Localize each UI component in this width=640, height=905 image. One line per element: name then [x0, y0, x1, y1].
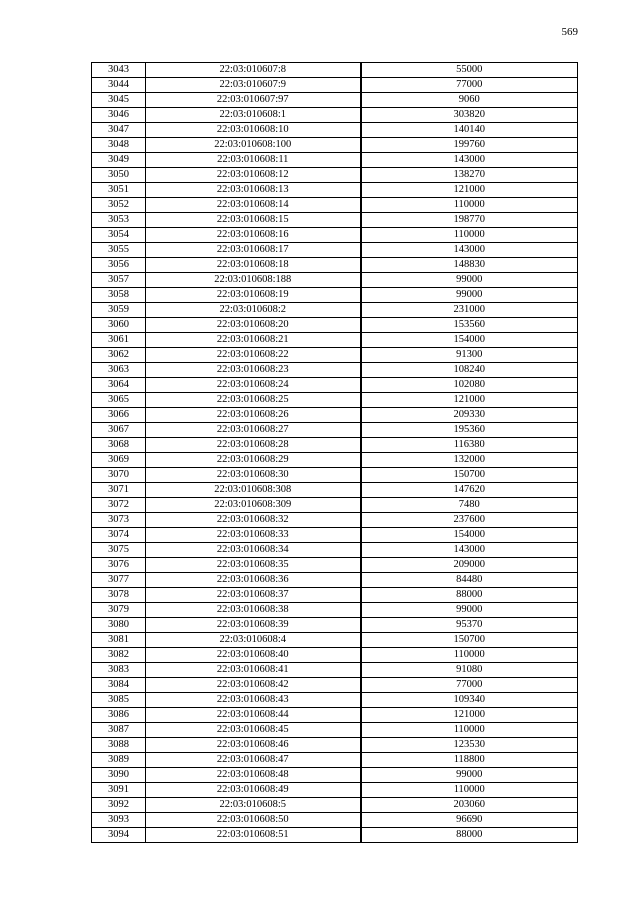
table-row	[92, 198, 578, 213]
value-cell: 116380	[361, 438, 578, 453]
value-cell: 123530	[361, 738, 578, 753]
value-cell: 143000	[361, 543, 578, 558]
table-row	[92, 78, 578, 93]
value-cell: 110000	[361, 648, 578, 663]
row-number-cell: 3093	[92, 813, 146, 828]
table-row	[92, 123, 578, 138]
row-number-cell: 3057	[92, 273, 146, 288]
table-row	[92, 603, 578, 618]
value-cell: 108240	[361, 363, 578, 378]
cadastral-number-cell: 22:03:010608:48	[146, 768, 361, 783]
cadastral-number-cell: 22:03:010608:100	[146, 138, 361, 153]
cadastral-number-cell: 22:03:010608:13	[146, 183, 361, 198]
table-row	[92, 393, 578, 408]
row-number-cell: 3091	[92, 783, 146, 798]
table-row	[92, 798, 578, 813]
table-row	[92, 318, 578, 333]
table-row	[92, 693, 578, 708]
cadastral-number-cell: 22:03:010608:23	[146, 363, 361, 378]
value-cell: 110000	[361, 228, 578, 243]
cadastral-number-cell: 22:03:010608:49	[146, 783, 361, 798]
value-cell: 143000	[361, 153, 578, 168]
table-row	[92, 93, 578, 108]
cadastral-number-cell: 22:03:010608:309	[146, 498, 361, 513]
value-cell: 231000	[361, 303, 578, 318]
row-number-cell: 3058	[92, 288, 146, 303]
cadastral-number-cell: 22:03:010608:188	[146, 273, 361, 288]
cadastral-number-cell: 22:03:010608:24	[146, 378, 361, 393]
table-row	[92, 363, 578, 378]
value-cell: 121000	[361, 393, 578, 408]
row-number-cell: 3049	[92, 153, 146, 168]
cadastral-number-cell: 22:03:010608:37	[146, 588, 361, 603]
row-number-cell: 3082	[92, 648, 146, 663]
table-row	[92, 243, 578, 258]
table-row	[92, 63, 578, 78]
row-number-cell: 3076	[92, 558, 146, 573]
value-cell: 99000	[361, 768, 578, 783]
table-row	[92, 678, 578, 693]
value-cell: 199760	[361, 138, 578, 153]
table-row	[92, 468, 578, 483]
row-number-cell: 3059	[92, 303, 146, 318]
row-number-cell: 3045	[92, 93, 146, 108]
row-number-cell: 3060	[92, 318, 146, 333]
row-number-cell: 3084	[92, 678, 146, 693]
row-number-cell: 3067	[92, 423, 146, 438]
cadastral-number-cell: 22:03:010608:22	[146, 348, 361, 363]
table-row	[92, 303, 578, 318]
table-row	[92, 708, 578, 723]
cadastral-number-cell: 22:03:010608:46	[146, 738, 361, 753]
cadastral-number-cell: 22:03:010608:26	[146, 408, 361, 423]
row-number-cell: 3053	[92, 213, 146, 228]
cadastral-number-cell: 22:03:010608:25	[146, 393, 361, 408]
value-cell: 96690	[361, 813, 578, 828]
cadastral-number-cell: 22:03:010608:30	[146, 468, 361, 483]
value-cell: 95370	[361, 618, 578, 633]
value-cell: 198770	[361, 213, 578, 228]
cadastral-number-cell: 22:03:010608:17	[146, 243, 361, 258]
value-cell: 91080	[361, 663, 578, 678]
value-cell: 110000	[361, 198, 578, 213]
cadastral-number-cell: 22:03:010608:29	[146, 453, 361, 468]
cadastral-number-cell: 22:03:010608:39	[146, 618, 361, 633]
value-cell: 91300	[361, 348, 578, 363]
table-row	[92, 378, 578, 393]
cadastral-number-cell: 22:03:010608:20	[146, 318, 361, 333]
cadastral-number-cell: 22:03:010608:19	[146, 288, 361, 303]
cadastral-number-cell: 22:03:010608:45	[146, 723, 361, 738]
table-row	[92, 543, 578, 558]
value-cell: 150700	[361, 633, 578, 648]
table-row	[92, 528, 578, 543]
value-cell: 110000	[361, 783, 578, 798]
value-cell: 203060	[361, 798, 578, 813]
table-row	[92, 438, 578, 453]
value-cell: 99000	[361, 273, 578, 288]
table-row	[92, 498, 578, 513]
table-row	[92, 723, 578, 738]
row-number-cell: 3088	[92, 738, 146, 753]
table-row	[92, 753, 578, 768]
cadastral-number-cell: 22:03:010608:4	[146, 633, 361, 648]
table-row	[92, 333, 578, 348]
table-row	[92, 663, 578, 678]
table-row	[92, 423, 578, 438]
cadastral-number-cell: 22:03:010608:41	[146, 663, 361, 678]
value-cell: 138270	[361, 168, 578, 183]
value-cell: 99000	[361, 288, 578, 303]
page-number: 569	[561, 26, 578, 38]
value-cell: 102080	[361, 378, 578, 393]
value-cell: 121000	[361, 708, 578, 723]
cadastral-number-cell: 22:03:010608:47	[146, 753, 361, 768]
cadastral-number-cell: 22:03:010608:40	[146, 648, 361, 663]
row-number-cell: 3068	[92, 438, 146, 453]
value-cell: 153560	[361, 318, 578, 333]
cadastral-number-cell: 22:03:010608:21	[146, 333, 361, 348]
table-row	[92, 738, 578, 753]
value-cell: 99000	[361, 603, 578, 618]
value-cell: 88000	[361, 588, 578, 603]
row-number-cell: 3070	[92, 468, 146, 483]
row-number-cell: 3072	[92, 498, 146, 513]
cadastral-number-cell: 22:03:010608:10	[146, 123, 361, 138]
table-row	[92, 588, 578, 603]
table-row	[92, 558, 578, 573]
row-number-cell: 3089	[92, 753, 146, 768]
cadastral-number-cell: 22:03:010608:14	[146, 198, 361, 213]
table-row	[92, 828, 578, 843]
cadastral-number-cell: 22:03:010608:35	[146, 558, 361, 573]
cadastral-number-cell: 22:03:010607:8	[146, 63, 361, 78]
row-number-cell: 3048	[92, 138, 146, 153]
row-number-cell: 3054	[92, 228, 146, 243]
cadastral-number-cell: 22:03:010608:5	[146, 798, 361, 813]
value-cell: 150700	[361, 468, 578, 483]
row-number-cell: 3052	[92, 198, 146, 213]
row-number-cell: 3061	[92, 333, 146, 348]
cadastral-number-cell: 22:03:010608:16	[146, 228, 361, 243]
row-number-cell: 3087	[92, 723, 146, 738]
row-number-cell: 3079	[92, 603, 146, 618]
cadastral-number-cell: 22:03:010608:38	[146, 603, 361, 618]
table-row	[92, 108, 578, 123]
cadastral-number-cell: 22:03:010608:34	[146, 543, 361, 558]
row-number-cell: 3064	[92, 378, 146, 393]
value-cell: 109340	[361, 693, 578, 708]
row-number-cell: 3044	[92, 78, 146, 93]
row-number-cell: 3086	[92, 708, 146, 723]
cadastral-number-cell: 22:03:010608:1	[146, 108, 361, 123]
table-row	[92, 348, 578, 363]
table-row	[92, 258, 578, 273]
table-row	[92, 483, 578, 498]
cadastral-number-cell: 22:03:010608:28	[146, 438, 361, 453]
value-cell: 147620	[361, 483, 578, 498]
cadastral-number-cell: 22:03:010608:42	[146, 678, 361, 693]
cadastral-number-cell: 22:03:010608:50	[146, 813, 361, 828]
cadastral-number-cell: 22:03:010608:12	[146, 168, 361, 183]
value-cell: 77000	[361, 78, 578, 93]
row-number-cell: 3090	[92, 768, 146, 783]
cadastral-number-cell: 22:03:010608:33	[146, 528, 361, 543]
cadastral-number-cell: 22:03:010608:15	[146, 213, 361, 228]
value-cell: 140140	[361, 123, 578, 138]
cadastral-number-cell: 22:03:010608:2	[146, 303, 361, 318]
value-cell: 118800	[361, 753, 578, 768]
cadastral-number-cell: 22:03:010608:32	[146, 513, 361, 528]
row-number-cell: 3069	[92, 453, 146, 468]
value-cell: 154000	[361, 333, 578, 348]
row-number-cell: 3050	[92, 168, 146, 183]
value-cell: 195360	[361, 423, 578, 438]
row-number-cell: 3062	[92, 348, 146, 363]
table-row	[92, 183, 578, 198]
row-number-cell: 3056	[92, 258, 146, 273]
table-row	[92, 408, 578, 423]
cadastral-number-cell: 22:03:010608:51	[146, 828, 361, 843]
cadastral-number-cell: 22:03:010608:18	[146, 258, 361, 273]
table-row	[92, 273, 578, 288]
value-cell: 9060	[361, 93, 578, 108]
value-cell: 77000	[361, 678, 578, 693]
table-row	[92, 168, 578, 183]
row-number-cell: 3092	[92, 798, 146, 813]
value-cell: 143000	[361, 243, 578, 258]
cadastral-number-cell: 22:03:010608:36	[146, 573, 361, 588]
table-row	[92, 453, 578, 468]
table-row	[92, 138, 578, 153]
table-row	[92, 228, 578, 243]
table-row	[92, 213, 578, 228]
table-row	[92, 783, 578, 798]
table-row	[92, 153, 578, 168]
table-body	[92, 63, 578, 843]
row-number-cell: 3085	[92, 693, 146, 708]
value-cell: 84480	[361, 573, 578, 588]
value-cell: 121000	[361, 183, 578, 198]
row-number-cell: 3043	[92, 63, 146, 78]
cadastral-value-table	[91, 62, 578, 843]
value-cell: 209000	[361, 558, 578, 573]
cadastral-number-cell: 22:03:010608:11	[146, 153, 361, 168]
table-row	[92, 513, 578, 528]
value-cell: 132000	[361, 453, 578, 468]
row-number-cell: 3065	[92, 393, 146, 408]
cadastral-number-cell: 22:03:010608:44	[146, 708, 361, 723]
table-row	[92, 573, 578, 588]
value-cell: 209330	[361, 408, 578, 423]
table-row	[92, 288, 578, 303]
value-cell: 303820	[361, 108, 578, 123]
value-cell: 55000	[361, 63, 578, 78]
value-cell: 154000	[361, 528, 578, 543]
cadastral-number-cell: 22:03:010608:308	[146, 483, 361, 498]
row-number-cell: 3074	[92, 528, 146, 543]
value-cell: 7480	[361, 498, 578, 513]
row-number-cell: 3047	[92, 123, 146, 138]
value-cell: 88000	[361, 828, 578, 843]
table-row	[92, 648, 578, 663]
table-row	[92, 768, 578, 783]
cadastral-number-cell: 22:03:010607:9	[146, 78, 361, 93]
table-row	[92, 813, 578, 828]
row-number-cell: 3071	[92, 483, 146, 498]
row-number-cell: 3046	[92, 108, 146, 123]
cadastral-number-cell: 22:03:010607:97	[146, 93, 361, 108]
table-row	[92, 633, 578, 648]
row-number-cell: 3063	[92, 363, 146, 378]
cadastral-number-cell: 22:03:010608:27	[146, 423, 361, 438]
row-number-cell: 3078	[92, 588, 146, 603]
row-number-cell: 3051	[92, 183, 146, 198]
row-number-cell: 3055	[92, 243, 146, 258]
cadastral-number-cell: 22:03:010608:43	[146, 693, 361, 708]
row-number-cell: 3083	[92, 663, 146, 678]
row-number-cell: 3081	[92, 633, 146, 648]
row-number-cell: 3080	[92, 618, 146, 633]
row-number-cell: 3094	[92, 828, 146, 843]
row-number-cell: 3077	[92, 573, 146, 588]
value-cell: 237600	[361, 513, 578, 528]
row-number-cell: 3075	[92, 543, 146, 558]
row-number-cell: 3073	[92, 513, 146, 528]
table-row	[92, 618, 578, 633]
value-cell: 110000	[361, 723, 578, 738]
value-cell: 148830	[361, 258, 578, 273]
row-number-cell: 3066	[92, 408, 146, 423]
